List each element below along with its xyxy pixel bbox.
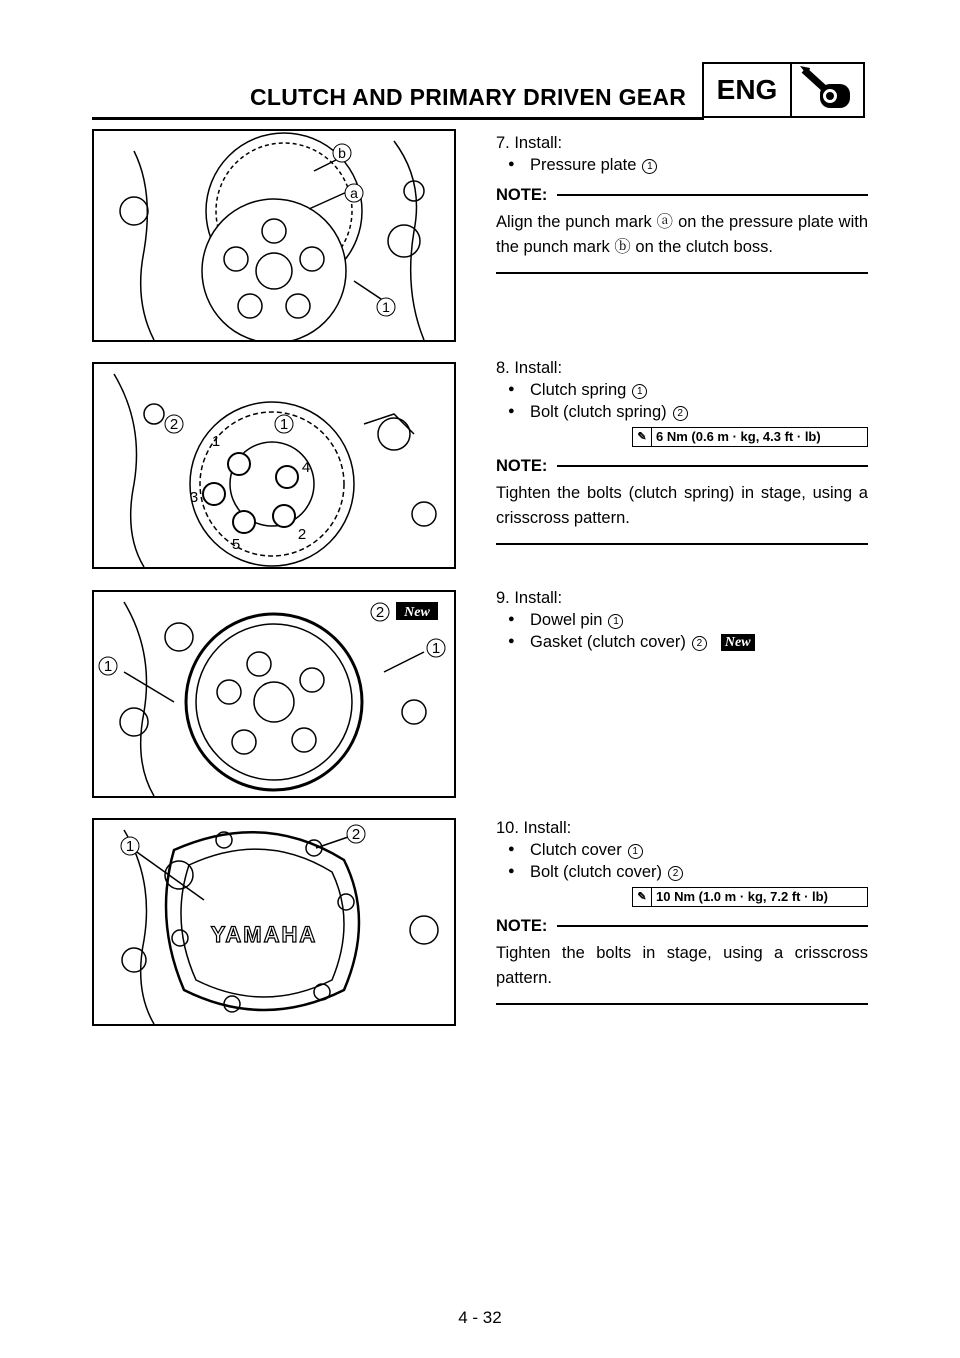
- list-item: ● Gasket (clutch cover) 2 New: [508, 631, 868, 653]
- step-9: [496, 587, 868, 653]
- sequence-3: 3: [189, 489, 199, 506]
- torque-wrench-icon: ✎: [633, 428, 652, 446]
- torque-spec: ✎ 6 Nm (0.6 m · kg, 4.3 ft · lb): [632, 427, 868, 447]
- step-7: [496, 132, 868, 274]
- callout-1-left: 1: [103, 658, 113, 675]
- page-number: 4 - 32: [458, 1308, 502, 1327]
- callout-1: 1: [279, 416, 289, 433]
- section-label: ENG: [704, 64, 792, 116]
- figure-clutch-springs: [92, 362, 456, 569]
- figure-pressure-plate: [92, 129, 456, 342]
- callout-2: 2: [375, 604, 385, 621]
- list-item: ● Bolt (clutch cover) 2: [508, 861, 868, 883]
- callout-1: 1: [125, 838, 135, 855]
- list-item: ● Bolt (clutch spring) 2: [508, 401, 868, 423]
- list-item: ● Clutch spring 1: [508, 379, 868, 401]
- note-text: Align the punch mark ⓐ on the pressure plate with the punch mark ⓑ on the clutch boss.: [496, 213, 868, 256]
- sequence-4: 4: [301, 459, 311, 476]
- new-tag: New: [404, 605, 430, 620]
- list-item: ● Dowel pin 1: [508, 609, 868, 631]
- engine-wrench-icon: [792, 64, 863, 116]
- sequence-1: 1: [211, 433, 221, 450]
- note-rule: [496, 272, 868, 274]
- step-label: 7. Install:: [496, 134, 563, 152]
- step-label: 10. Install:: [496, 819, 572, 837]
- callout-b: b: [338, 145, 346, 161]
- yamaha-logo: YAMAHA: [210, 922, 318, 947]
- callout-1: 1: [382, 299, 390, 315]
- list-item: ● Clutch cover 1: [508, 839, 868, 861]
- note-rule: [496, 1003, 868, 1005]
- step-10: [496, 817, 868, 1005]
- callout-2: 2: [351, 826, 361, 843]
- note-heading: NOTE:: [496, 915, 868, 937]
- sequence-2: 2: [297, 526, 307, 543]
- new-tag: New: [721, 634, 755, 651]
- step-label: 9. Install:: [496, 589, 563, 607]
- figure-clutch-cover: [92, 818, 456, 1026]
- note-rule: [496, 543, 868, 545]
- note-text: Tighten the bolts (clutch spring) in stage, using a crisscross pattern.: [496, 484, 868, 527]
- note-heading: NOTE:: [496, 455, 868, 477]
- callout-2: 2: [169, 416, 179, 433]
- step-label: 8. Install:: [496, 359, 563, 377]
- step-8: [496, 357, 868, 545]
- torque-spec: ✎ 10 Nm (1.0 m · kg, 7.2 ft · lb): [632, 887, 868, 907]
- section-badge: [702, 62, 865, 118]
- torque-wrench-icon: ✎: [633, 888, 652, 906]
- page-title: CLUTCH AND PRIMARY DRIVEN GEAR: [250, 84, 687, 110]
- callout-1-right: 1: [431, 640, 441, 657]
- note-heading: NOTE:: [496, 184, 868, 206]
- figure-gasket: [92, 590, 456, 798]
- note-text: Tighten the bolts in stage, using a crisscross pattern.: [496, 944, 868, 987]
- sequence-5: 5: [231, 536, 241, 553]
- callout-a: a: [350, 185, 358, 201]
- list-item: ● Pressure plate 1: [508, 154, 868, 176]
- header-rule: [92, 117, 704, 120]
